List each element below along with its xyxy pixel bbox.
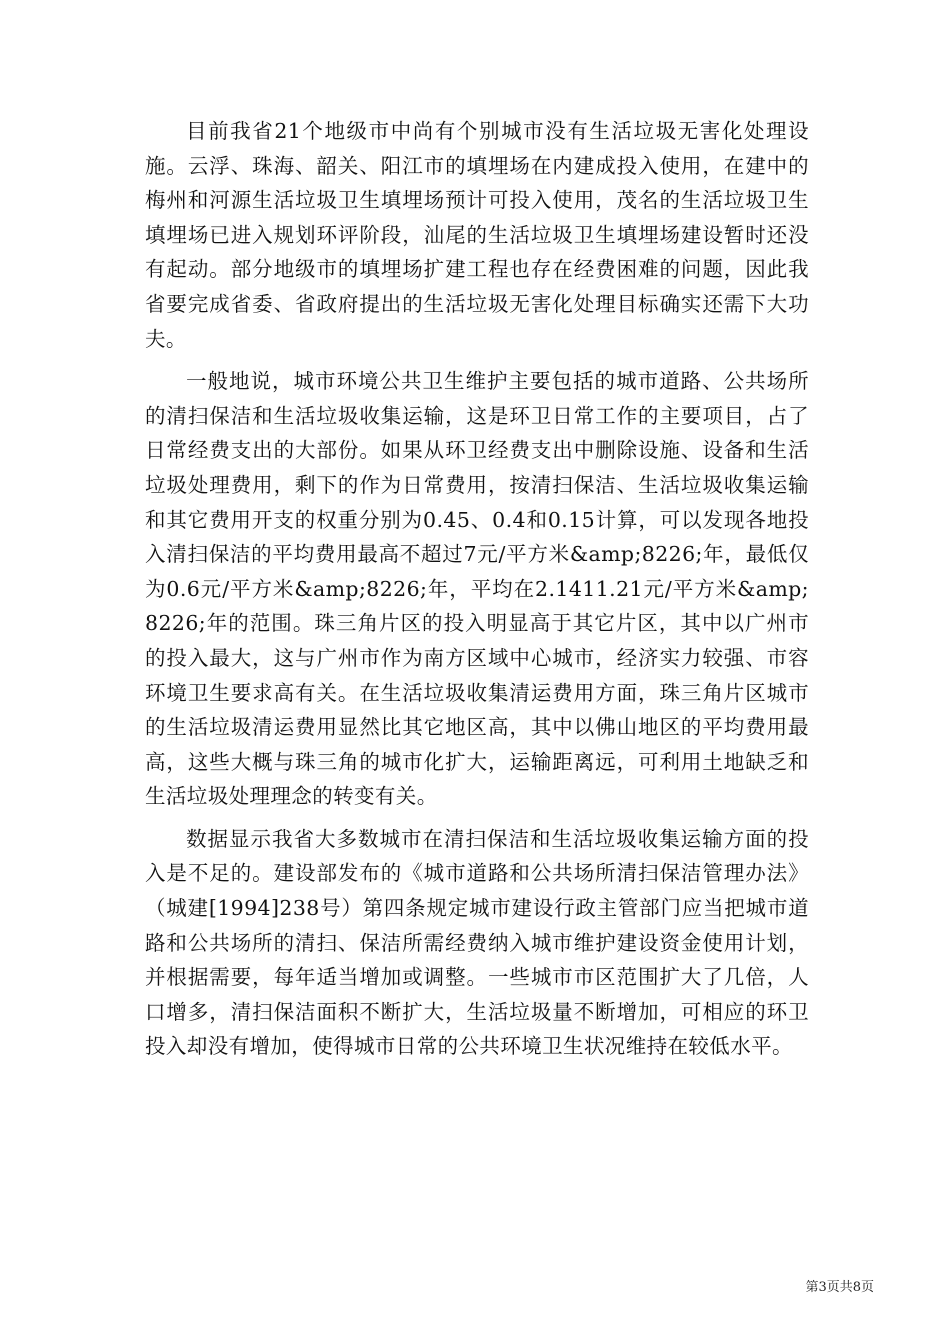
paragraph-landfill-status: 目前我省21个地级市中尚有个别城市没有生活垃圾无害化处理设施。云浮、珠海、韶关、阳江市的填埋场在内建成投入使用，在建中的梅州和河源生活垃圾卫生填埋场预计可投入使用，茂名的生活垃圾卫生填埋场已进入规划环评阶段，汕尾的生活垃圾卫生填埋场建设暂时还没有起动。部分地级市的填埋场扩建工程也存在经费困难的问题，因此我省要完成省委、省政府提出的生活垃圾无害化处理目标确实还需下大功夫。: [145, 119, 809, 351]
page-number-footer: 第3页共8页: [805, 1280, 874, 1295]
paragraph-sanitation-costs: 一般地说，城市环境公共卫生维护主要包括的城市道路、公共场所的清扫保洁和生活垃圾收集运输，这是环卫日常工作的主要项目，占了日常经费支出的大部份。如果从环卫经费支出中删除设施、设备和生活垃圾处理费用，剩下的作为日常费用，按清扫保洁、生活垃圾收集运输和其它费用开支的权重分别为0.45、0.4和0.15计算，可以发现各地投入清扫保洁的平均费用最高不超过7元/平方米&amp;8226;年，最低仅为0.6元/平方米&amp;8226;年，平均在2.1411.21元/平方米&amp;8226;年的范围。珠三角片区的投入明显高于其它片区，其中以广州市的投入最大，这与广州市作为南方区域中心城市，经济实力较强、市容环境卫生要求高有关。在生活垃圾收集清运费用方面，珠三角片区城市的生活垃圾清运费用显然比其它地区高，其中以佛山地区的平均费用最高，这些大概与珠三角的城市化扩大，运输距离远，可利用土地缺乏和生活垃圾处理理念的转变有关。: [145, 369, 809, 809]
document-body: [145, 114, 809, 1072]
paragraph-insufficient-investment: 数据显示我省大多数城市在清扫保洁和生活垃圾收集运输方面的投入是不足的。建设部发布的《城市道路和公共场所清扫保洁管理办法》（城建[1994]238号）第四条规定城市建设行政主管部门应当把城市道路和公共场所的清扫、保洁所需经费纳入城市维护建设资金使用计划，并根据需要，每年适当增加或调整。一些城市市区范围扩大了几倍，人口增多，清扫保洁面积不断扩大，生活垃圾量不断增加，可相应的环卫投入却没有增加，使得城市日常的公共环境卫生状况维持在较低水平。: [145, 826, 809, 1059]
